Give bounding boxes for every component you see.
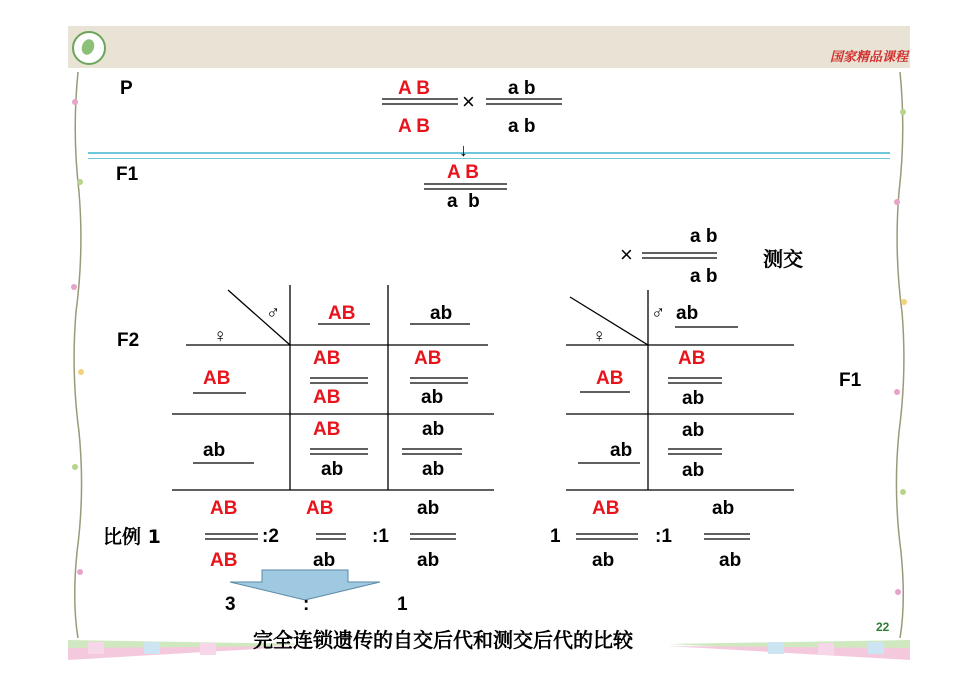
ratio-g2-top: AB <box>306 498 334 519</box>
brand-text: 国家精品课程 <box>829 50 908 65</box>
cross-icon: × <box>462 89 475 114</box>
f2-cell-2-2-bottom: ab <box>422 459 445 480</box>
ratio-g3-top: ab <box>417 498 440 519</box>
gen-label-f2: F2 <box>117 330 140 351</box>
f2-cell-2-1-bottom: ab <box>321 459 344 480</box>
tc-ratio-1: 1 <box>550 526 561 547</box>
gen-label-f1: F1 <box>116 164 139 185</box>
tc-row-header-1: AB <box>596 368 624 389</box>
phenotype-ratio-3: 3 <box>225 594 236 615</box>
ratio-g2-bottom: ab <box>313 550 336 571</box>
tc-ratio-sep: :1 <box>655 526 672 547</box>
tc-cell-2-top: ab <box>682 420 705 441</box>
ratio-g1-top: AB <box>210 498 238 519</box>
p-female-bottom: A B <box>398 116 431 137</box>
ratio-g3-bottom: ab <box>417 550 440 571</box>
phenotype-ratio-1: 1 <box>397 594 408 615</box>
f2-cell-2-1-top: AB <box>313 419 341 440</box>
ratio-label: 比例 1 <box>103 526 161 548</box>
tc-ratio-g2-bottom: ab <box>719 550 742 571</box>
f2-cell-1-2-bottom: ab <box>421 387 444 408</box>
slide-caption: 完全连锁遗传的自交后代和测交后代的比较 <box>253 628 633 652</box>
p-male-top: a b <box>508 78 536 99</box>
tc-row-header-2: ab <box>610 440 633 461</box>
tc-col-header: ab <box>676 303 699 324</box>
gen-label-p: P <box>120 78 133 99</box>
p-male-bottom: a b <box>508 116 536 137</box>
tc-cell-1-top: AB <box>678 348 706 369</box>
testcross-label: 测交 <box>763 247 803 271</box>
tc-cell-2-bottom: ab <box>682 460 705 481</box>
f2-cell-1-2-top: AB <box>414 348 442 369</box>
f2-cell-2-2-top: ab <box>422 419 445 440</box>
tc-ratio-g2-top: ab <box>712 498 735 519</box>
tc-male-icon: ♂ <box>651 303 666 324</box>
down-arrow-p: ↓ <box>459 140 468 160</box>
f2-cell-1-1-bottom: AB <box>313 387 341 408</box>
f2-col-header-2: ab <box>430 303 453 324</box>
ratio-g1-bottom: AB <box>210 550 238 571</box>
page-number: 22 <box>876 620 890 634</box>
ratio-sep-2: :2 <box>262 526 279 547</box>
f2-row-header-2: ab <box>203 440 226 461</box>
male-icon: ♂ <box>266 303 281 324</box>
tc-ratio-g1-top: AB <box>592 498 620 519</box>
testcross-cross-icon: × <box>620 242 633 267</box>
female-icon: ♀ <box>213 326 228 347</box>
f2-col-header-1: AB <box>328 303 356 324</box>
f1-bottom: a b <box>447 191 480 212</box>
f2-cell-1-1-top: AB <box>313 348 341 369</box>
tc-female-icon: ♀ <box>592 326 607 347</box>
f2-row-header-1: AB <box>203 368 231 389</box>
testcross-bottom: a b <box>690 266 718 287</box>
tc-gen-label: F1 <box>839 370 862 391</box>
ratio-sep-1: :1 <box>372 526 389 547</box>
tc-cell-1-bottom: ab <box>682 388 705 409</box>
tc-ratio-g1-bottom: ab <box>592 550 615 571</box>
phenotype-ratio-colon: : <box>303 594 310 615</box>
p-female-top: A B <box>398 78 431 99</box>
testcross-top: a b <box>690 226 718 247</box>
f1-top: A B <box>447 162 480 183</box>
